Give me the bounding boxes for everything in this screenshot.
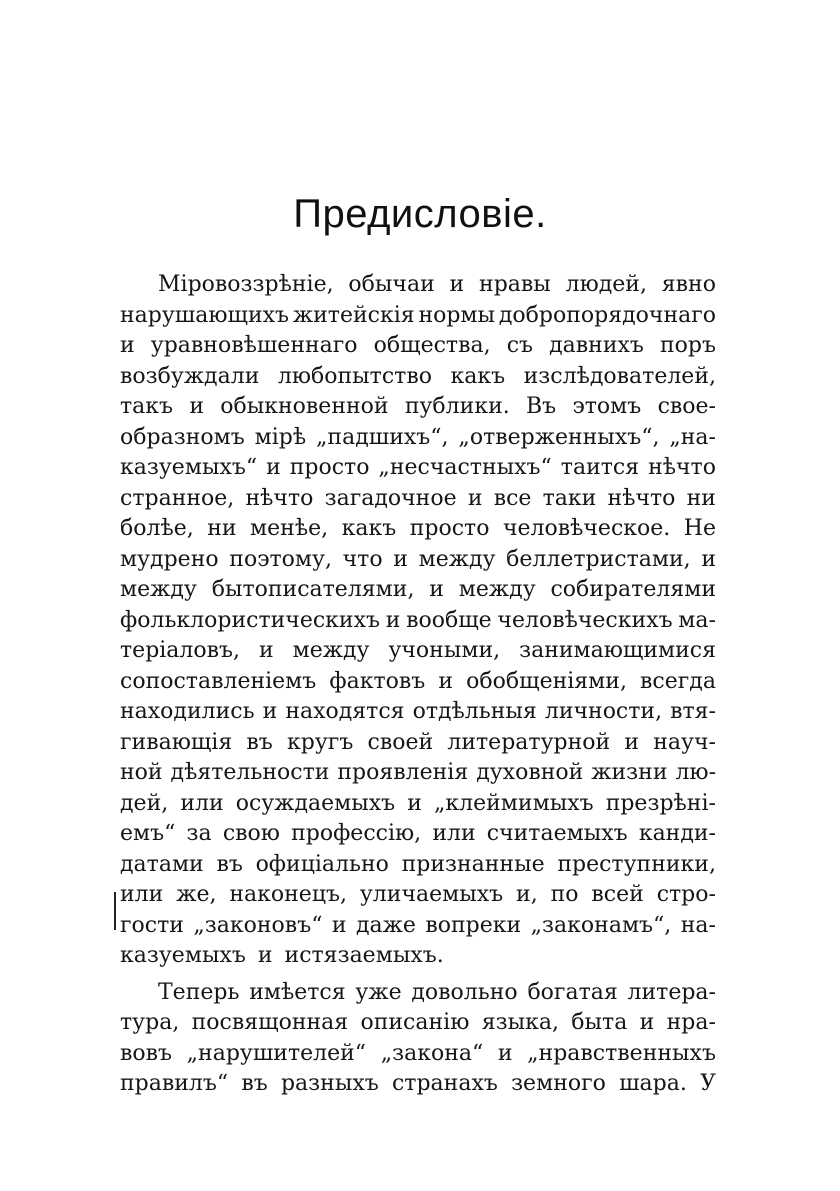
word: давнихъ [549, 333, 644, 358]
text-line [120, 1008, 716, 1039]
text-line [120, 728, 716, 759]
text-line [120, 545, 716, 576]
word: въ [241, 1071, 268, 1096]
word: жизни [591, 760, 668, 785]
word: Въ [526, 394, 557, 419]
text-line [120, 697, 716, 728]
word: или [432, 821, 476, 846]
word: презрѣні- [605, 790, 716, 816]
word: даже [356, 912, 416, 938]
word: менѣе, [250, 516, 329, 541]
word: странахъ [391, 1071, 498, 1096]
word: „закона“ [380, 1040, 484, 1066]
word: шара. [619, 1071, 687, 1096]
word: всегда [640, 668, 716, 694]
word: своей [367, 729, 434, 755]
word: проявленія [337, 760, 469, 785]
word: фактовъ [329, 668, 426, 694]
word: и, [516, 882, 538, 907]
word: и [385, 607, 401, 633]
word: изслѣдователей, [523, 363, 716, 389]
word: обыкновенной [220, 394, 389, 419]
word: и [497, 1040, 513, 1066]
word: между [458, 577, 536, 602]
word: любопытство [277, 363, 432, 389]
word: дѣятельности [170, 760, 330, 785]
word: отдѣльныя [412, 699, 537, 724]
word: этомъ [572, 394, 642, 419]
word: и [266, 455, 281, 480]
text-line [120, 331, 716, 362]
word: просто [289, 455, 370, 480]
word: земного [511, 1071, 606, 1096]
word: таки [542, 485, 597, 511]
word: „несчастныхъ“ [378, 455, 552, 480]
word: поэтому, [229, 546, 332, 572]
word: признанные [401, 851, 545, 877]
word: съ [506, 333, 534, 358]
word: между [120, 577, 197, 602]
word: и [449, 272, 465, 297]
word: свое- [657, 394, 716, 419]
word: ной [120, 760, 163, 785]
text-line [120, 758, 716, 789]
word: и [701, 546, 716, 572]
word: истязаемыхъ. [284, 943, 444, 968]
word: въ [216, 851, 243, 877]
text-line [120, 301, 716, 332]
text-line [120, 362, 716, 393]
word: „нравственныхъ [527, 1040, 716, 1066]
word: наконецъ, [229, 882, 347, 907]
word: и [467, 485, 483, 511]
word: теріаловъ, [120, 638, 241, 663]
word: и [120, 333, 135, 358]
word: и [407, 790, 422, 816]
word: канди- [638, 821, 716, 846]
word: въ [246, 729, 273, 755]
word: нормы [418, 302, 496, 328]
word: образномъ [120, 424, 245, 450]
word: же, [176, 882, 217, 907]
word: нѣчто [245, 485, 314, 511]
word: „на- [669, 424, 716, 450]
text-line [120, 484, 716, 515]
word: имѣется [249, 979, 346, 1005]
word: датами [120, 851, 204, 877]
word: описанію [360, 1010, 470, 1035]
word: духовной [476, 760, 584, 785]
word: и [429, 577, 444, 602]
word: или [120, 882, 164, 907]
word: и [257, 943, 273, 968]
word: что [342, 546, 383, 572]
text-line [120, 270, 716, 301]
word: стро- [656, 882, 716, 907]
text-line [120, 978, 716, 1009]
word: уже [355, 979, 402, 1005]
word: офиціально [255, 851, 389, 877]
text-line [120, 1069, 716, 1100]
word: Міровоззрѣніе, [158, 272, 334, 297]
word: преступники, [557, 851, 716, 877]
body-text [120, 270, 716, 1100]
word: и [438, 668, 454, 694]
word: быта [571, 1010, 628, 1035]
word: нра- [666, 1010, 716, 1035]
word: гости [120, 912, 184, 938]
word: и [258, 638, 274, 663]
word: какъ [450, 363, 506, 389]
word: нравы [479, 272, 551, 297]
word: уличаемыхъ [359, 882, 504, 907]
word: нѣчто [648, 455, 716, 480]
word: таится [560, 455, 640, 480]
word: литературной [447, 729, 611, 755]
word: людей, [565, 272, 647, 297]
text-line [120, 850, 716, 881]
word: всей [591, 882, 644, 907]
word: находились [120, 699, 255, 724]
word: „законамъ“, [530, 912, 672, 938]
word: нѣчто [607, 485, 676, 511]
word: уравновѣшеннаго [150, 333, 358, 358]
word: обобщеніями, [466, 668, 627, 694]
text-line [120, 1039, 716, 1070]
word: ни [686, 485, 716, 511]
word: учоными, [388, 638, 501, 663]
word: богатая [527, 979, 618, 1005]
text-line [120, 819, 716, 850]
word: и [393, 546, 408, 572]
word: болѣе, [120, 516, 194, 541]
text-line [120, 606, 716, 637]
word: „падшихъ“, [316, 424, 449, 450]
word: обычаи [348, 272, 435, 297]
word: между [292, 638, 370, 663]
word: кругъ [287, 729, 354, 755]
word: дей, [120, 790, 169, 816]
word: „законовъ“ [193, 912, 323, 938]
word: вопреки [425, 912, 522, 938]
word: осуждаемыхъ [235, 790, 396, 816]
word: между [418, 546, 496, 572]
word: все [493, 485, 532, 511]
word: довольно [411, 979, 518, 1005]
paragraph [120, 270, 716, 972]
word: „отверженныхъ“, [458, 424, 660, 450]
word: и [624, 729, 640, 755]
word: по [550, 882, 579, 907]
word: правилъ“ [120, 1071, 229, 1096]
word: явно [661, 272, 716, 297]
word: Не [683, 516, 716, 541]
text-line [120, 392, 716, 423]
text-line [120, 941, 716, 972]
word: гивающія [120, 729, 233, 755]
word: находятся [285, 699, 405, 724]
word: ма- [678, 607, 716, 633]
page-title: Предисловіе. [293, 192, 547, 236]
word: странное, [120, 485, 235, 511]
text-line [120, 667, 716, 698]
word: Теперь [158, 979, 240, 1005]
word: мірѣ [254, 424, 307, 450]
text-line [120, 575, 716, 606]
word: такъ [120, 394, 174, 419]
word: сопоставленіемъ [120, 668, 317, 694]
word: занимающимися [519, 638, 716, 663]
word: свою [222, 821, 280, 846]
word: и [189, 394, 204, 419]
word: загадочное [324, 485, 457, 511]
word: на- [680, 912, 716, 938]
text-line [120, 453, 716, 484]
text-line [120, 911, 716, 942]
word: какъ [341, 516, 397, 541]
word: мудрено [120, 546, 219, 572]
word: литера- [627, 979, 716, 1005]
word: и [262, 699, 278, 724]
word: публики. [404, 394, 510, 419]
word: личности, [544, 699, 663, 724]
word: и [639, 1010, 655, 1035]
word: разныхъ [280, 1071, 379, 1096]
word: ни [207, 516, 237, 541]
word: „нарушителей“ [186, 1040, 367, 1066]
text-line [120, 789, 716, 820]
word: казуемыхъ“ [120, 455, 258, 480]
word: поръ [659, 333, 716, 358]
word: вообще [406, 607, 492, 633]
text-line [120, 514, 716, 545]
word: нарушающихъ [120, 302, 290, 328]
word: емъ“ [120, 821, 176, 846]
word: втя- [670, 699, 716, 724]
word: добропорядочнаго [498, 302, 716, 328]
word: казуемыхъ [120, 943, 246, 968]
word: общества, [373, 333, 491, 358]
word: „клеймимыхъ [434, 790, 594, 816]
word: профессію, [291, 821, 422, 846]
text-line [120, 636, 716, 667]
word: и [331, 912, 347, 938]
word: У [700, 1071, 716, 1096]
word: считаемыхъ [486, 821, 628, 846]
word: человѣческое. [502, 516, 671, 541]
word: или [180, 790, 224, 816]
word: житейскія [292, 302, 415, 328]
word: за [186, 821, 212, 846]
word: просто [409, 516, 490, 541]
margin-mark [114, 892, 116, 930]
word: лю- [675, 760, 716, 785]
text-line [120, 880, 716, 911]
word: языка, [481, 1010, 559, 1035]
word: фольклористическихъ [120, 607, 380, 633]
word: вовъ [120, 1040, 173, 1066]
word: человѣческихъ [497, 607, 673, 633]
paragraph [120, 978, 716, 1100]
text-line [120, 423, 716, 454]
word: посвящонная [191, 1010, 349, 1035]
word: возбуждали [120, 363, 260, 389]
word: бытописателями, [211, 577, 415, 602]
word: науч- [653, 729, 716, 755]
word: собирателями [550, 577, 716, 602]
word: беллетристами, [506, 546, 691, 572]
word: тура, [120, 1010, 180, 1035]
